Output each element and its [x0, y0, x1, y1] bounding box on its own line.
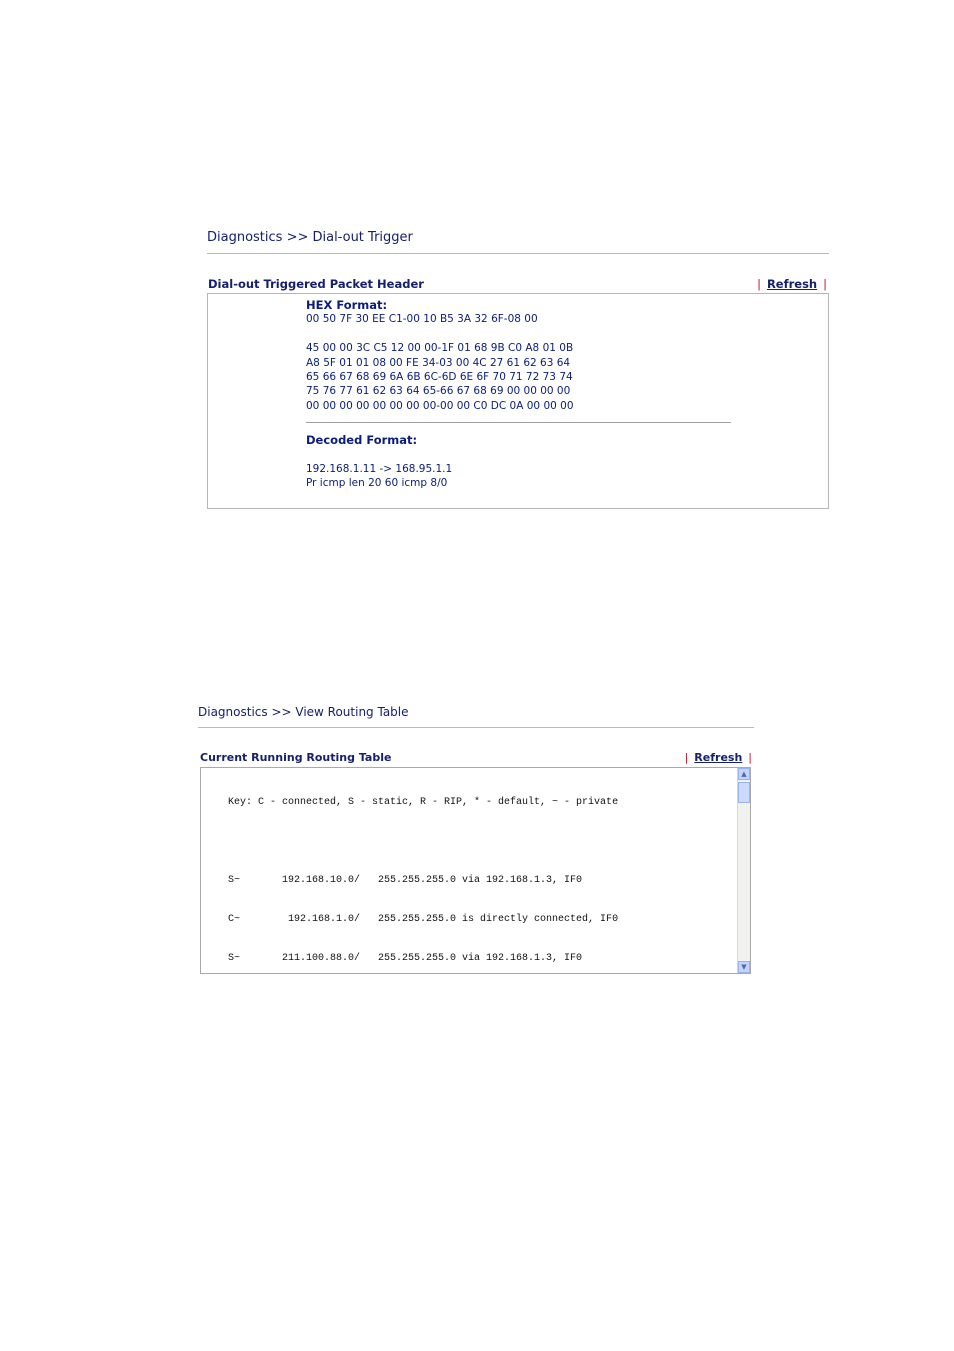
hex-line: 45 00 00 3C C5 12 00 00-1F 01 68 9B C0 A8 01 0B [306, 342, 574, 355]
scroll-down-icon[interactable]: ▼ [738, 961, 750, 973]
routing-line: C~ 192.168.1.0/ 255.255.255.0 is directly connected, IF0 [228, 914, 619, 925]
hex-line: A8 5F 01 01 08 00 FE 34-03 00 4C 27 61 62 63 64 [306, 356, 571, 369]
spacer [306, 448, 731, 462]
refresh-link[interactable]: Refresh [766, 277, 818, 291]
hex-line: 75 76 77 61 62 63 64 65-66 67 68 69 00 00 00 00 [306, 385, 571, 398]
dialout-section [207, 230, 829, 512]
separator: | [748, 750, 752, 764]
routing-line: S~ 211.100.88.0/ 255.255.255.0 via 192.168.1.3, IF0 [228, 953, 583, 964]
scroll-up-icon[interactable]: ▲ [738, 768, 750, 780]
page-title: Diagnostics >> Dial-out Trigger [207, 230, 413, 245]
panel-title: Current Running Routing Table [200, 750, 392, 764]
routing-section [198, 705, 754, 977]
refresh-link[interactable]: Refresh [694, 750, 743, 764]
hex-line: 00 00 00 00 00 00 00 00-00 00 C0 DC 0A 00 00 00 [306, 399, 574, 412]
content-divider [306, 422, 731, 423]
hex-line: 00 50 7F 30 EE C1-00 10 B5 3A 32 6F-08 00 [306, 313, 538, 326]
decoded-line: 192.168.1.11 -> 168.95.1.1 [306, 462, 453, 475]
routing-table-content [228, 770, 618, 991]
refresh-group [679, 751, 752, 764]
hex-line [306, 327, 731, 341]
routing-table-textarea[interactable] [200, 767, 751, 974]
decoded-format-label: Decoded Format: [306, 433, 418, 448]
decoded-line: Pr icmp len 20 60 icmp 8/0 [306, 477, 448, 490]
panel-header [208, 276, 827, 292]
page-title: Diagnostics >> View Routing Table [198, 705, 409, 719]
separator: | [684, 750, 689, 764]
scroll-thumb[interactable] [738, 782, 750, 803]
routing-line [228, 835, 618, 848]
panel-title: Dial-out Triggered Packet Header [208, 277, 424, 291]
separator: | [757, 277, 761, 291]
packet-content [306, 298, 731, 490]
separator: | [823, 277, 827, 291]
routing-line: S~ 192.168.10.0/ 255.255.255.0 via 192.168.1.3, IF0 [228, 875, 583, 886]
vertical-scrollbar[interactable] [737, 768, 750, 973]
panel-header [200, 749, 752, 765]
packet-header-panel [207, 293, 829, 509]
hex-format-label: HEX Format: [306, 298, 388, 312]
refresh-group [751, 277, 827, 291]
title-divider [207, 253, 829, 254]
title-divider [198, 727, 754, 728]
hex-line: 65 66 67 68 69 6A 6B 6C-6D 6E 6F 70 71 72 73 74 [306, 371, 573, 384]
routing-line: Key: C - connected, S - static, R - RIP, * - default, ~ - private [228, 797, 619, 808]
